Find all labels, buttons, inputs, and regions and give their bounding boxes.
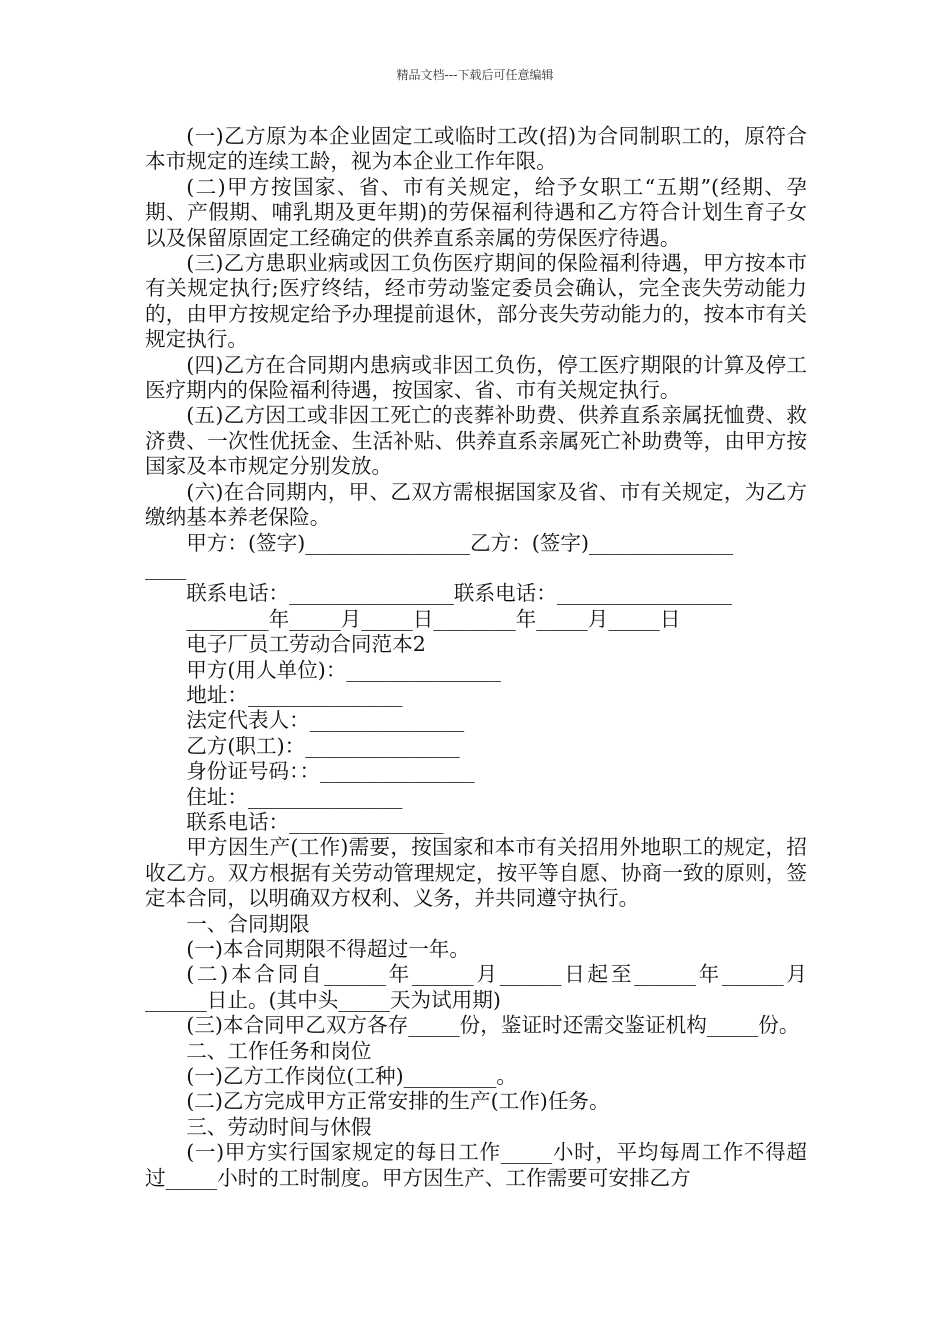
paragraph: 一、合同期限 (186, 911, 310, 936)
paragraph: (四)乙方在合同期内患病或非因工负伤，停工医疗期限的计算及停工医疗期内的保险福利待遇，按国家、省、市有关规定执行。 (145, 352, 807, 403)
paragraph: ____ (145, 555, 187, 580)
paragraph: (一)甲方实行国家规定的每日工作_____小时，平均每周工作不得超过_____小时的工时制度。甲方因生产、工作需要可安排乙方 (145, 1140, 807, 1190)
paragraph: 住址：_______________ (186, 784, 403, 809)
paragraph: (六)在合同期内，甲、乙双方需根据国家及省、市有关规定，为乙方缴纳基本养老保险。 (145, 479, 807, 530)
paragraph: (一)乙方原为本企业固定工或临时工改(招)为合同制职工的，原符合本市规定的连续工龄，视为本企业工作年限。 (145, 124, 807, 174)
paragraph: 三、劳动时间与休假 (186, 1114, 372, 1139)
paragraph: (三)本合同甲乙双方各存_____份，鉴证时还需交鉴证机构_____份。 (186, 1013, 800, 1038)
paragraph: 甲方(用人单位)：_______________ (186, 657, 501, 682)
paragraph: 乙方(职工)：_______________ (186, 733, 460, 758)
paragraph: 地址：_______________ (186, 682, 403, 707)
paragraph: 身份证号码：：_______________ (186, 759, 475, 784)
paragraph: (二)本合同自______年______月______日起至______年______月______日止。(其中头_____天为试用期) (145, 962, 807, 1012)
paragraph: (二)甲方按国家、省、市有关规定，给予女职工“五期”(经期、孕期、产假期、哺乳期及更年期)的劳保福利待遇和乙方符合计划生育子女以及保留原固定工经确定的供养直系亲属的劳保医疗待遇。 (145, 174, 807, 250)
paragraph: 联系电话：________________联系电话：_________________ (186, 581, 732, 606)
paragraph: 甲方：(签字)________________乙方：(签字)______________ (186, 530, 734, 555)
page-header: 精品文档---下载后可任意编辑 (396, 68, 554, 82)
paragraph: 联系电话：_______________ (186, 809, 444, 834)
paragraph: (一)本合同期限不得超过一年。 (186, 937, 470, 961)
paragraph: (五)乙方因工或非因工死亡的丧葬补助费、供养直系亲属抚恤费、救济费、一次性优抚金、生活补贴、供养直系亲属死亡补助费等，由甲方按国家及本市规定分别发放。 (145, 403, 807, 479)
paragraph: 甲方因生产(工作)需要，按国家和本市有关招用外地职工的规定，招收乙方。双方根据有关劳动管理规定，按平等自愿、协商一致的原则，签定本合同，以明确双方权利、义务，并共同遵守执行。 (145, 835, 807, 911)
paragraph: (三)乙方患职业病或因工负伤医疗期间的保险福利待遇，甲方按本市有关规定执行;医疗终结，经市劳动鉴定委员会确认，完全丧失劳动能力的，由甲方按规定给予办理提前退休，部分丧失劳动能力的，按本市有关规定执行。 (145, 251, 807, 352)
paragraph: ________年_____月_____日________年_____月_____日 (186, 606, 681, 631)
paragraph: 电子厂员工劳动合同范本2 (186, 632, 426, 657)
document-body (145, 124, 807, 1191)
paragraph: 二、工作任务和岗位 (186, 1038, 372, 1063)
paragraph: (一)乙方工作岗位(工种)_________。 (186, 1064, 517, 1089)
paragraph: 法定代表人：_______________ (186, 708, 465, 733)
paragraph: (二)乙方完成甲方正常安排的生产(工作)任务。 (186, 1089, 610, 1114)
